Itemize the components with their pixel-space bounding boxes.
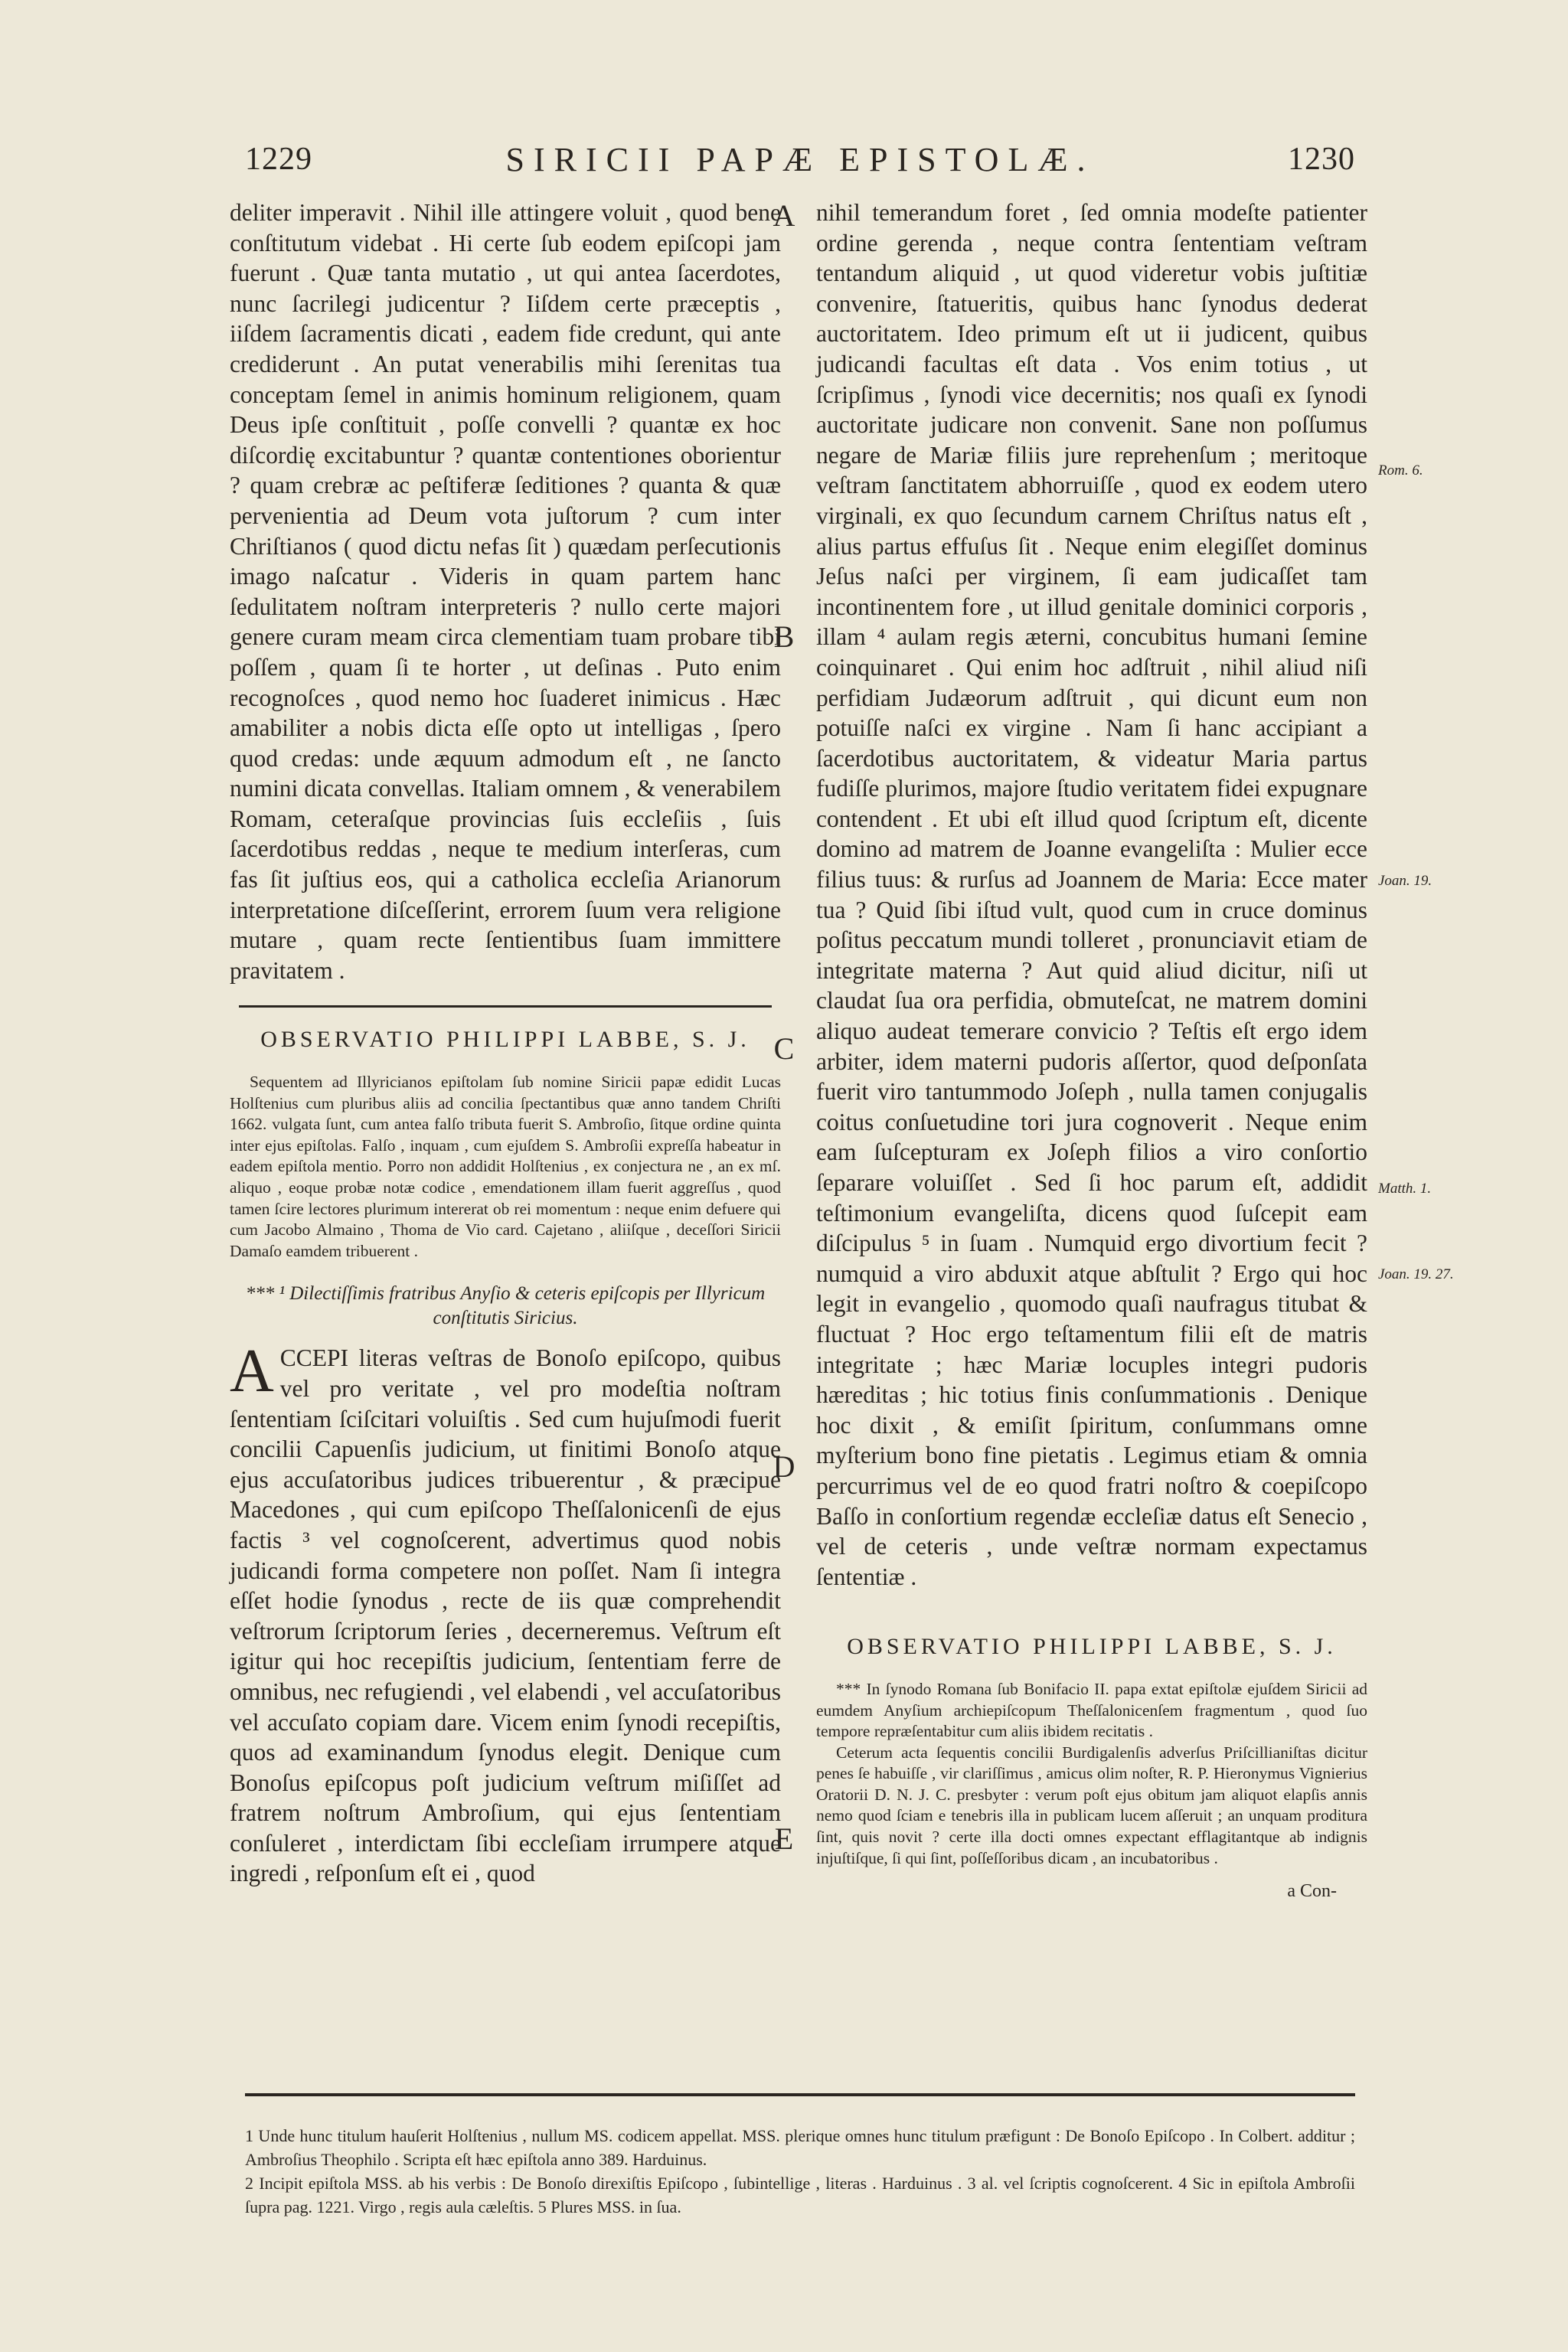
page-number-right: 1230 — [1288, 142, 1355, 177]
page-number-left: 1229 — [245, 142, 312, 177]
catchword: a Con- — [1287, 1881, 1337, 1902]
footnote-divider — [245, 2093, 1355, 2096]
left-column — [230, 198, 781, 1889]
observation-title-2: OBSERVATIO PHILIPPI LABBE, S. J. — [847, 1634, 1337, 1660]
running-title: SIRICII PAPÆ EPISTOLÆ. — [505, 140, 1095, 178]
page-header — [245, 136, 1355, 182]
footnote: 1 Unde hunc titulum hauſerit Holſtenius , nullum MS. codicem appellat. MSS. plerique omnes hunc titulum præfigunt : De Bonoſo Epiſcopo . In Colbert. additur ; Ambroſius Theophilo . Scripta eſt hæc epiſtola anno 389. Harduinus. — [245, 2126, 1355, 2169]
observation-text-2a: *** In ſynodo Romana ſub Bonifacio II. papa extat epiſtolæ ejuſdem Siricii ad eumdem Anyſium archiepiſcopum Theſſalonicenſem fragmentum , quod ſuo tempore repræſentabitur cum aliis ibidem recitatis . — [816, 1679, 1367, 1741]
left-column-text: deliter imperavit . Nihil ille attingere voluit , quod bene conſtitutum videbat . Hi certe ſub eodem epiſcopi jam fuerunt . Quæ tanta mutatio , ut qui antea ſacerdotes, nunc ſacrilegi judicentur ? Iiſdem certe præceptis , iiſdem ſacramentis dicati , eadem fide credunt, qui ante crediderunt . An putat venerabilis mihi ſerenitas tua conceptam ſemel in animis hominum religionem, quam Deus ipſe conſtituit , poſſe convelli ? quantæ ex hoc diſcordię excitabuntur ? quantæ contentiones oborientur ? quam crebræ ac peſtiferæ ſeditiones ? quanta & quæ pervenientia ad Deum vota juſtorum ? cum inter Chriſtianos ( quod dictu nefas ſit ) quædam perſecutionis imago naſcatur . Videris in quam partem hanc ſedulitatem noſtram interpreteris ? nullo certe majori genere curam meam circa clementiam tuam probare tibi poſſem , quam ſi te horter , ut deſinas . Puto enim recognoſces , quod nemo hoc ſuaderet inimicus . Hæc amabiliter a nobis dicta eſſe opto ut intelligas , ſpero quod credas: unde æquum admodum eſt , ne ſancto numini dicata convellas. Italiam omnem , & venerabilem Romam, ceteraſque provincias ſuis eccleſiis , ſuis ſacerdotibus reddas , neque te medium interſeras, cum fas ſit juſtius eos, qui a catholica eccleſia Arianorum interpretatione diſceſſerint, errorem ſuum vera religione mutare , quam recte ſentientibus ſuam immittere pravitatem . — [230, 199, 781, 984]
section-letter-e: E — [774, 1821, 794, 1856]
footnote: 2 Incipit epiſtola MSS. ab his verbis : De Bonoſo direxiſtis Epiſcopo , ſubintellige , literas . Harduinus . 3 al. vel ſcriptis cognoſcerent. 4 Sic in epiſtola Ambroſii ſupra pag. 1221. Virgo , regis aula cæleſtis. 5 Plures MSS. in ſua. — [245, 2174, 1355, 2216]
margin-reference: Rom. 6. — [1378, 462, 1423, 479]
footnotes — [245, 2124, 1355, 2219]
right-column-text: nihil temerandum foret , ſed omnia modeſte patienter ordine gerenda , neque contra ſententiam veſtram tentandum aliquid , ut quod videretur vobis juſtitiæ convenire, ſtatueritis, quibus hanc ſynodus dederat auctoritatem. Ideo primum eſt ut ii judicent, quibus judicandi facultas eſt data . Vos enim totius , ut ſcripſimus , ſynodi vice decernitis; nos quaſi ex ſynodi auctoritate judicare non convenit. Sane non poſſumus negare de Mariæ filiis jure reprehenſum ; meritoque veſtram ſanctitatem abhorruiſſe , quod ex eodem utero virginali, ex quo ſecundum carnem Chriſtus natus eſt , alius partus effuſus ſit . Neque enim elegiſſet dominus Jeſus naſci per virginem, ſi eam judicaſſet tam incontinentem fore , ut illud genitale dominici corporis , illam ⁴ aulam regis æterni, concubitus humani ſemine coinquinaret . Qui enim hoc adſtruit , nihil aliud niſi perfidiam Judæorum adſtruit , qui dicunt eum non potuiſſe naſci ex virgine . Nam ſi hanc accipiant a ſacerdotibus auctoritatem, & videatur Maria partus fudiſſe plurimos, majore ſtudio veritatem fidei expugnare contendent . Et ubi eſt illud quod ſcriptum eſt, dicente domino ad matrem de Joanne evangeliſta : Mulier ecce filius tuus: & rurſus ad Joannem de Maria: Ecce mater tua ? Quid ſibi iſtud vult, quod cum in cruce dominus poſitus peccatum mundi tolleret , pronunciavit etiam de integritate materna ? Aut quid aliud dicitur, niſi ut claudat ſua ora perfidia, obmuteſcat, ne matrem domini aliquo audeat temerare convicio ? Teſtis eſt ergo idem arbiter, idem materni pudoris aſſertor, quod deſponſata fuerit viro tantummodo Joſeph , nulla tamen conjugalis coitus conſuetudine tori jura cognoverit . Neque enim eam ſuſcepturam ex Joſeph filios a viro conſortio ſeparare voluiſſet . Sed ſi hoc parum eſt, addidit teſtimonium evangeliſta, dicens quod ſuſcepit eam diſcipulus ⁵ in ſuam . Numquid ergo divortium fecit ? numquid a viro abduxit atque abſtulit ? Ergo qui hoc legit in evangelio , quomodo quaſi naufragus titubat & fluctuat ? Hoc ergo teſtamentum filii eſt de matris integritate ; hæc Mariæ locuples integri pudoris hæreditas ; hic totius finis conſummationis . Denique hoc dixit , & emiſit ſpiritum, conſummans omne myſterium bono fine pietatis . Legimus etiam & omnia percurrimus vel de eo quod fratri noſtro & coepiſcopo Baſſo in conſortium regendæ eccleſiæ datus eſt Senecio , vel de ceteris , unde veſtræ normam expectamus ſententiæ . — [816, 199, 1367, 1590]
margin-reference: Matth. 1. — [1378, 1181, 1432, 1197]
epistle-body — [230, 1338, 781, 1889]
margin-reference: Joan. 19. — [1378, 873, 1432, 889]
section-letter-b: B — [773, 619, 795, 654]
observation-text: Sequentem ad Illyricianos epiſtolam ſub nomine Siricii papæ edidit Lucas Holſtenius cum pluribus aliis ad concilia ſpectantibus quæ anno tandem Chriſti 1662. vulgata ſunt, cum antea falſo tributa fuerit S. Ambroſio, ſitque ordine quinta inter ejus epiſtolas. Falſo , inquam , cum ejuſdem S. Ambroſii expreſſa habeatur in eadem epiſtola mentio. Porro non addidit Holſtenius , ex conjectura ne , an ex mſ. aliquo , eoque probæ notæ codice , emendationem illam fuerit aggreſſus , quod tamen ſcire lectores plurimum intererat ob rei momentum : neque enim defuere qui cum Jacobo Almaino , Thoma de Vio card. Cajetano , aliiſque , deceſſori Siricii Damaſo eamdem tribuerent . — [230, 1073, 781, 1260]
margin-reference: Joan. 19. 27. — [1378, 1266, 1454, 1282]
section-letter-d: D — [773, 1449, 795, 1484]
section-letter-c: C — [773, 1031, 795, 1066]
epistle-body-text: CCEPI literas veſtras de Bonoſo epiſcopo, quibus vel pro veritate , vel pro modeſtia noſtram ſententiam ſciſcitari voluiſtis . Sed cum hujuſmodi fuerit concilii Capuenſis judicium, ut finitimi Bonoſo atque ejus accuſatoribus judices tribuerentur , & præcipue Macedones , qui cum epiſcopo Theſſalonicenſi de ejus factis ³ vel cognoſcerent, advertimus quod nobis judicandi forma competere non poſſet. Nam ſi integra eſſet hodie ſynodus , recte de iis quæ comprehendit veſtrorum ſcriptorum ſeries , decerneremus. Veſtrum eſt igitur qui hoc recepiſtis judicium, ſententiam ferre de omnibus, nec refugiendi , vel elabendi , vel accuſatoribus vel accuſato copiam dare. Vicem enim ſynodi recepiſtis, quos ad examinandum ſynodus elegit. Denique cum Bonoſus epiſcopus poſt judicium veſtrum miſiſſet ad fratrem noſtrum Ambroſium, qui ejus ſententiam conſuleret , interdictam ſibi eccleſiam irrumpere atque ingredi , reſponſum eſt ei , quod — [230, 1344, 781, 1887]
right-column — [816, 198, 1367, 1907]
drop-cap: A — [230, 1338, 274, 1406]
section-letter-a: A — [773, 198, 795, 233]
section-divider — [239, 1005, 772, 1008]
observation-title: OBSERVATIO PHILIPPI LABBE, S. J. — [260, 1027, 750, 1053]
observation-text-2b: Ceterum acta ſequentis concilii Burdigalenſis adverſus Priſcillianiſtas dicitur penes ſe habuiſſe , vir clariſſimus , amicus olim noſter, R. P. Hieronymus Vignierius Oratorii D. N. J. C. presbyter : verum poſt ejus obitum jam aliquot elapſis annis nemo quod ſciam e tenebris illa in publicam lucem aſſeruit ; an unquam proditurа ſint, quis novit ? certe illa docti omnes expectant efflagitantque ab indignis injuſtiſque, ſi qui ſint, poſſeſſoribus dicam , an incubatoribus . — [816, 1743, 1367, 1867]
epistle-dedication: *** ¹ Dilectiſſimis fratribus Anyſio & ceteris epiſcopis per Illyricum conſtitutis Siricius. — [245, 1283, 766, 1329]
